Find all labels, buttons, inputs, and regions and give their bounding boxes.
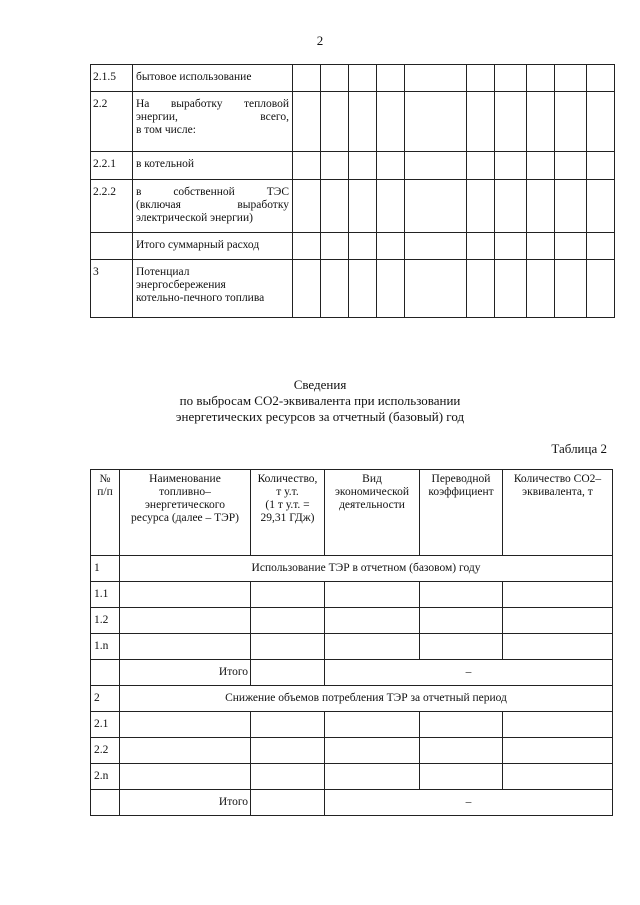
row-number-cell: 2.n [91,764,120,790]
empty-value-cell [467,260,495,318]
empty-value-cell [555,260,587,318]
empty-value-cell [251,582,325,608]
row-number-cell: 1.n [91,634,120,660]
row-label-line: электрической энергии) [136,212,253,224]
header-line: п/п [97,486,113,498]
header-line: энергетического [144,499,225,511]
header-line: ресурса (далее – ТЭР) [131,512,239,524]
empty-value-cell [251,764,325,790]
empty-value-cell [527,233,555,260]
empty-value-cell [251,790,325,816]
empty-value-cell [293,180,321,233]
header-cell [503,470,613,556]
empty-value-cell [527,260,555,318]
empty-value-cell [325,582,420,608]
empty-value-cell [467,92,495,152]
empty-value-cell [377,65,405,92]
empty-value-cell [503,634,613,660]
empty-value-cell [587,180,615,233]
empty-value-cell [420,712,503,738]
table-row [91,65,615,92]
table-row [91,712,613,738]
table-label: Таблица 2 [551,441,607,456]
row-number-cell: 2.2.1 [91,152,133,180]
empty-value-cell [467,152,495,180]
row-number-cell: 2.2 [91,738,120,764]
empty-value-cell [251,712,325,738]
header-line: 29,31 ГДж) [260,512,315,524]
empty-value-cell [405,152,467,180]
empty-value-cell [495,65,527,92]
header-line: Вид [362,473,382,485]
row-number-cell: 2.1 [91,712,120,738]
table-row [91,180,615,233]
empty-value-cell [349,65,377,92]
empty-value-cell [120,712,251,738]
section-subtitle-line-1: по выбросам СО2-эквивалента при использовании [179,393,461,408]
table-row [91,608,613,634]
header-line: топливно– [159,486,211,498]
empty-value-cell [527,92,555,152]
header-line: Наименование [149,473,221,485]
section-heading [0,377,640,425]
empty-value-cell [527,152,555,180]
header-line: Количество СО2– [513,473,602,485]
empty-value-cell [420,582,503,608]
page-number: 2 [316,33,324,48]
header-line: коэффициент [428,486,494,498]
header-cell [420,470,503,556]
total-row [91,790,613,816]
table-row [91,152,615,180]
row-label-line: На выработку тепловой [136,98,289,110]
empty-value-cell [377,260,405,318]
co2-emissions-table [90,469,613,816]
empty-value-cell [555,92,587,152]
empty-value-cell [349,152,377,180]
empty-value-cell [293,260,321,318]
table-row [91,582,613,608]
total-dash-cell: – [325,660,613,686]
empty-value-cell [495,152,527,180]
empty-value-cell [495,92,527,152]
header-line: (1 т у.т. = [265,499,310,511]
header-line: № [99,473,111,485]
row-label-line: в том числе: [136,124,196,136]
table-row [91,233,615,260]
empty-value-cell [91,790,120,816]
empty-value-cell [120,634,251,660]
row-label-line: в котельной [136,158,195,170]
empty-value-cell [251,738,325,764]
total-label-cell: Итого [120,660,251,686]
header-line: эквивалента, т [522,486,593,498]
group-row [91,686,613,712]
empty-value-cell [420,738,503,764]
empty-value-cell [555,65,587,92]
empty-value-cell [321,92,349,152]
empty-value-cell [495,180,527,233]
row-number-cell: 1.2 [91,608,120,634]
empty-value-cell [503,582,613,608]
empty-value-cell [503,608,613,634]
empty-value-cell [587,233,615,260]
empty-value-cell [325,608,420,634]
empty-value-cell [467,233,495,260]
empty-value-cell [405,180,467,233]
table-row [91,738,613,764]
table-row [91,260,615,318]
empty-value-cell [349,233,377,260]
empty-value-cell [349,92,377,152]
section-subtitle-line-2: энергетических ресурсов за отчетный (базовый) год [175,409,465,424]
header-cell [91,470,120,556]
header-cell [120,470,251,556]
empty-value-cell [587,65,615,92]
row-number-cell [91,233,133,260]
empty-value-cell [293,152,321,180]
empty-value-cell [251,634,325,660]
header-line: Переводной [431,473,491,485]
section-title: Сведения [293,377,347,392]
row-number-cell: 2.2.2 [91,180,133,233]
empty-value-cell [325,712,420,738]
empty-value-cell [405,92,467,152]
empty-value-cell [503,738,613,764]
empty-value-cell [555,233,587,260]
empty-value-cell [377,152,405,180]
empty-value-cell [321,260,349,318]
empty-value-cell [503,712,613,738]
empty-value-cell [120,764,251,790]
empty-value-cell [503,764,613,790]
empty-value-cell [321,180,349,233]
empty-value-cell [420,608,503,634]
empty-value-cell [325,738,420,764]
row-label-cell [133,152,293,180]
empty-value-cell [587,152,615,180]
empty-value-cell [321,233,349,260]
row-label-line: Потенциал [136,266,190,278]
row-label-cell [133,180,293,233]
row-label-cell [133,260,293,318]
row-label-line: в собственной ТЭС [136,186,289,198]
empty-value-cell [293,65,321,92]
group-row [91,556,613,582]
empty-value-cell [420,764,503,790]
total-row [91,660,613,686]
header-line: т у.т. [276,486,299,498]
empty-value-cell [420,634,503,660]
header-line: деятельности [339,499,405,511]
row-number-cell: 1.1 [91,582,120,608]
empty-value-cell [527,65,555,92]
empty-value-cell [321,65,349,92]
empty-value-cell [251,660,325,686]
row-label-cell [133,92,293,152]
row-label-cell [133,65,293,92]
table-row [91,634,613,660]
table-row [91,764,613,790]
empty-value-cell [293,233,321,260]
empty-value-cell [405,233,467,260]
empty-value-cell [405,260,467,318]
empty-value-cell [467,65,495,92]
row-label-line: котельно-печного топлива [136,292,265,304]
group-number-cell: 2 [91,686,120,712]
row-label-cell [133,233,293,260]
total-label-cell: Итого [120,790,251,816]
empty-value-cell [349,180,377,233]
group-title-cell: Снижение объемов потребления ТЭР за отчетный период [120,686,613,712]
empty-value-cell [555,152,587,180]
empty-value-cell [555,180,587,233]
empty-value-cell [325,764,420,790]
empty-value-cell [527,180,555,233]
header-line: Количество, [257,473,318,485]
total-dash-cell: – [325,790,613,816]
empty-value-cell [377,92,405,152]
row-label-line: энергосбережения [136,279,226,291]
header-cell [325,470,420,556]
empty-value-cell [587,260,615,318]
row-label-line: Итого суммарный расход [136,239,260,251]
header-cell [251,470,325,556]
empty-value-cell [405,65,467,92]
empty-value-cell [377,180,405,233]
empty-value-cell [325,634,420,660]
empty-value-cell [377,233,405,260]
group-title-cell: Использование ТЭР в отчетном (базовом) году [120,556,613,582]
empty-value-cell [120,738,251,764]
empty-value-cell [120,582,251,608]
empty-value-cell [349,260,377,318]
row-number-cell: 2.2 [91,92,133,152]
row-label-line: энергии, всего, [136,111,289,123]
empty-value-cell [321,152,349,180]
empty-value-cell [251,608,325,634]
table-row [91,92,615,152]
row-label-line: (включая выработку [136,199,289,211]
header-line: экономической [335,486,409,498]
empty-value-cell [91,660,120,686]
row-label-line: бытовое использование [136,71,252,83]
empty-value-cell [495,260,527,318]
empty-value-cell [587,92,615,152]
empty-value-cell [467,180,495,233]
header-row [91,470,613,556]
row-number-cell: 3 [91,260,133,318]
empty-value-cell [293,92,321,152]
empty-value-cell [120,608,251,634]
group-number-cell: 1 [91,556,120,582]
energy-consumption-table [90,64,615,318]
row-number-cell: 2.1.5 [91,65,133,92]
empty-value-cell [495,233,527,260]
